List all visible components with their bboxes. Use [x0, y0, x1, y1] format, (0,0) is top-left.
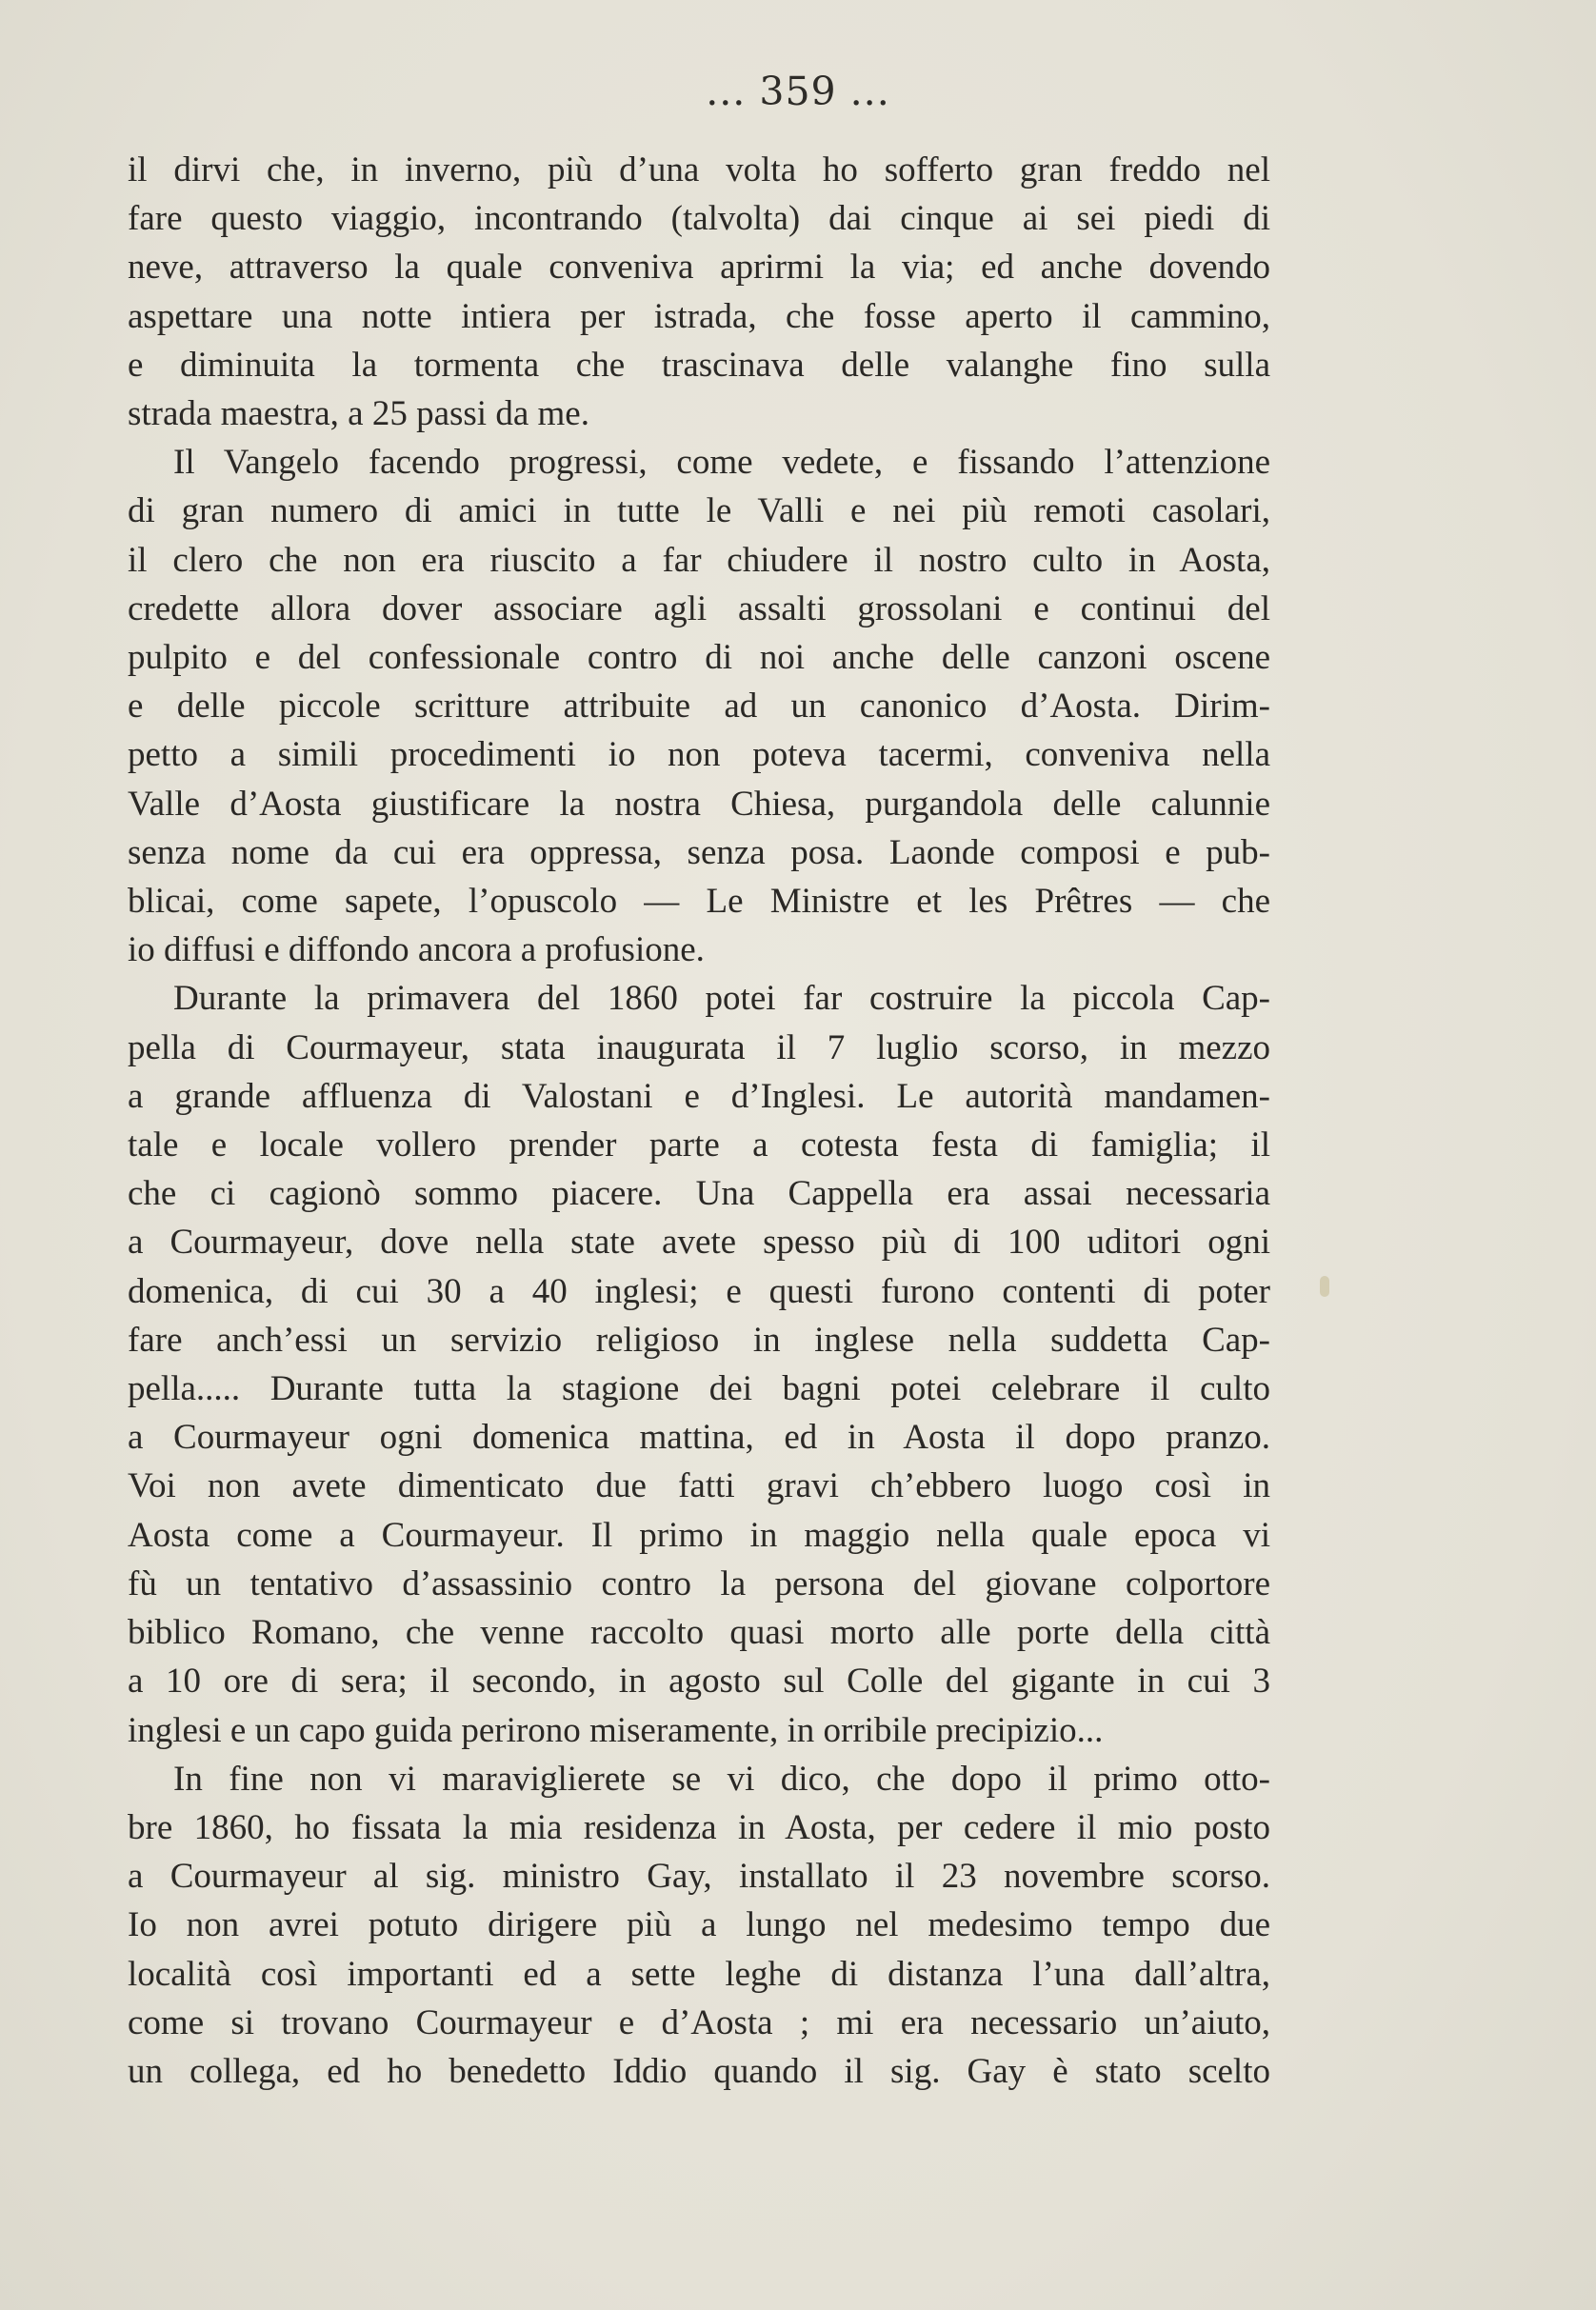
text-line: fare questo viaggio, incontrando (talvolta) dai cinque ai sei piedi di [128, 199, 1270, 239]
text-line: pulpito e del confessionale contro di noi anche delle canzoni oscene [128, 638, 1270, 678]
paper-blemish [1320, 1276, 1329, 1297]
text-line: neve, attraverso la quale conveniva aprirmi la via; ed anche dovendo [128, 248, 1270, 288]
text-line: inglesi e un capo guida perirono miseramente, in orribile precipizio... [128, 1710, 1104, 1750]
paragraph-3 [128, 974, 1270, 1754]
text-line: Io non avrei potuto dirigere più a lungo nel medesimo tempo due [128, 1905, 1270, 1945]
text-line: tale e locale vollero prender parte a cotesta festa di famiglia; il [128, 1125, 1270, 1165]
text-line: Il Vangelo facendo progressi, come vedete, e fissando l’attenzione [173, 443, 1270, 483]
text-line: a Courmayeur al sig. ministro Gay, installato il 23 novembre scorso. [128, 1857, 1270, 1897]
text-line: e delle piccole scritture attribuite ad un canonico d’Aosta. Dirim- [128, 687, 1270, 727]
text-line: fare anch’essi un servizio religioso in inglese nella suddetta Cap- [128, 1320, 1270, 1360]
text-line: a Courmayeur, dove nella state avete spesso più di 100 uditori ogni [128, 1223, 1270, 1263]
text-line: che ci cagionò sommo piacere. Una Cappella era assai necessaria [128, 1174, 1270, 1214]
text-line: bre 1860, ho fissata la mia residenza in Aosta, per cedere il mio posto [128, 1807, 1270, 1847]
text-line: il clero che non era riuscito a far chiudere il nostro culto in Aosta, [128, 540, 1270, 580]
text-line: senza nome da cui era oppressa, senza posa. Laonde composi e pub- [128, 832, 1270, 872]
text-line: fù un tentativo d’assassinio contro la persona del giovane colportore [128, 1563, 1270, 1603]
text-line: a grande affluenza di Valostani e d’Inglesi. Le autorità mandamen- [128, 1076, 1270, 1116]
text-line: biblico Romano, che venne raccolto quasi morto alle porte della città [128, 1613, 1270, 1653]
text-line: un collega, ed ho benedetto Iddio quando il sig. Gay è stato scelto [128, 2051, 1270, 2091]
text-line: In fine non vi maraviglierete se vi dico, che dopo il primo otto- [173, 1759, 1270, 1799]
text-line: domenica, di cui 30 a 40 inglesi; e questi furono contenti di poter [128, 1271, 1270, 1311]
paragraph-2 [128, 438, 1270, 974]
text-line: pella di Courmayeur, stata inaugurata il 7 luglio scorso, in mezzo [128, 1027, 1270, 1067]
paragraph-4 [128, 1755, 1270, 2096]
text-line: aspettare una notte intiera per istrada, che fosse aperto il cammino, [128, 296, 1270, 336]
text-line: Aosta come a Courmayeur. Il primo in maggio nella quale epoca vi [128, 1515, 1270, 1555]
paragraph-1 [128, 146, 1270, 438]
text-line: di gran numero di amici in tutte le Valli e nei più remoti casolari, [128, 491, 1270, 531]
text-line: e diminuita la tormenta che trascinava delle valanghe fino sulla [128, 345, 1270, 385]
text-line: il dirvi che, in inverno, più d’una volta ho sofferto gran freddo nel [128, 150, 1270, 189]
text-line: Valle d’Aosta giustificare la nostra Chiesa, purgandola delle calunnie [128, 784, 1270, 824]
text-line: località così importanti ed a sette leghe di distanza l’una dall’altra, [128, 1954, 1270, 1994]
text-line: a 10 ore di sera; il secondo, in agosto sul Colle del gigante in cui 3 [128, 1662, 1270, 1702]
text-line: credette allora dover associare agli assalti grossolani e continui del [128, 588, 1270, 628]
text-line: petto a simili procedimenti io non poteva tacermi, conveniva nella [128, 735, 1270, 775]
text-line: Voi non avete dimenticato due fatti gravi ch’ebbero luogo così in [128, 1466, 1270, 1506]
text-line: a Courmayeur ogni domenica mattina, ed in Aosta il dopo pranzo. [128, 1418, 1270, 1458]
body-text [128, 146, 1270, 2096]
text-line: blicai, come sapete, l’opuscolo — Le Ministre et les Prêtres — che [128, 882, 1270, 922]
text-line: io diffusi e diffondo ancora a profusione. [128, 930, 705, 970]
page-number: ... 359 ... [706, 69, 890, 114]
text-line: come si trovano Courmayeur e d’Aosta ; mi era necessario un’aiuto, [128, 2002, 1270, 2042]
text-line: strada maestra, a 25 passi da me. [128, 394, 589, 434]
text-line: pella..... Durante tutta la stagione dei bagni potei celebrare il culto [128, 1369, 1270, 1409]
text-line: Durante la primavera del 1860 potei far costruire la piccola Cap- [173, 979, 1270, 1019]
